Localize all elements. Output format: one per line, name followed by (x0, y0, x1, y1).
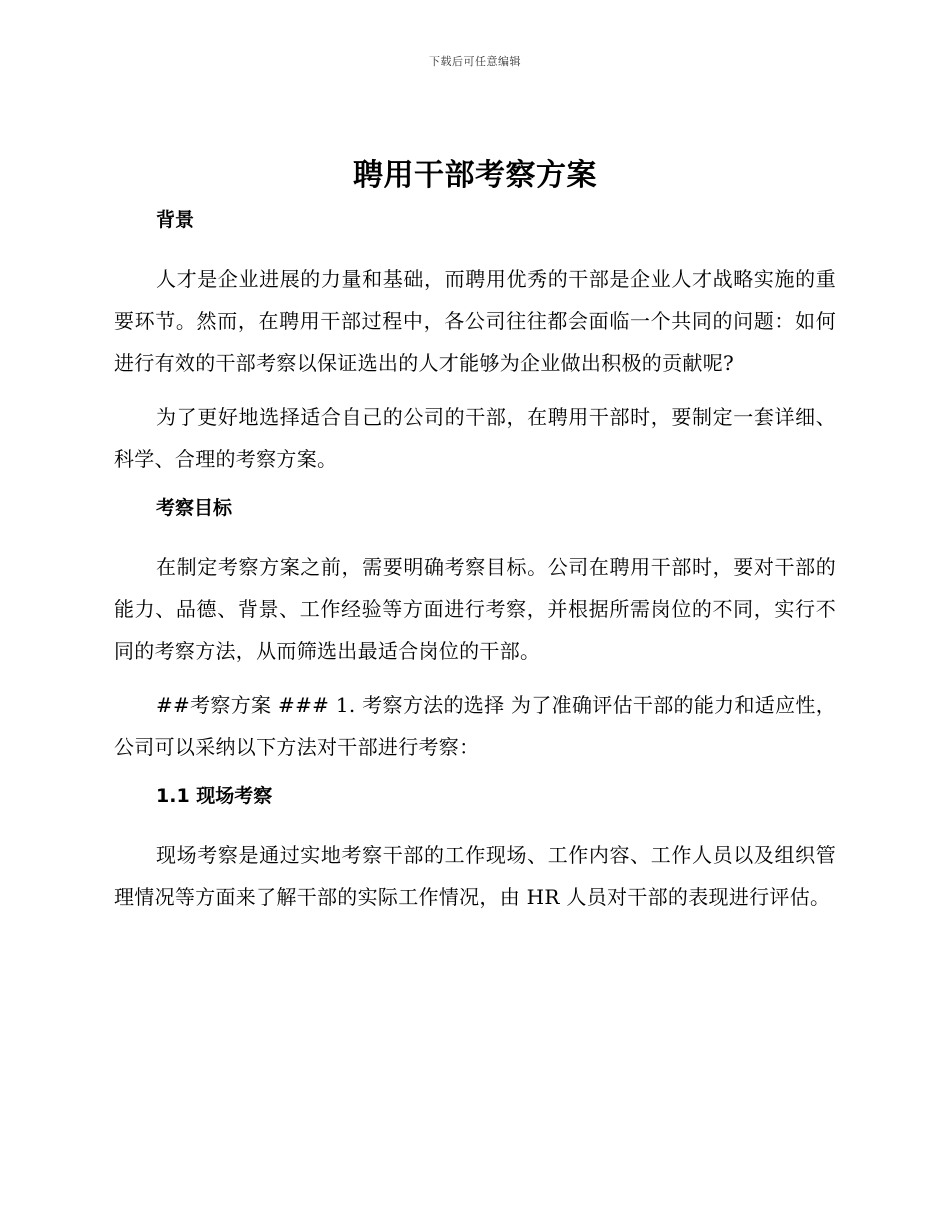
paragraph-goal-1: 在制定考察方案之前，需要明确考察目标。公司在聘用干部时，要对干部的能力、品德、背景、工作经验等方面进行考察，并根据所需岗位的不同，实行不同的考察方法，从而筛选出最适合岗位的干部。 (114, 555, 836, 663)
section-heading-background: 背景 (156, 209, 195, 231)
section-heading-onsite: 1.1 现场考察 (156, 785, 273, 807)
paragraph-onsite-1: 现场考察是通过实地考察干部的工作现场、工作内容、工作人员以及组织管理情况等方面来了解干部的实际工作情况，由 HR 人员对干部的表现进行评估。 (114, 843, 836, 909)
paragraph-plan-1: ##考察方案 ### 1. 考察方法的选择 为了准确评估干部的能力和适应性，公司可以采纳以下方法对干部进行考察： (114, 693, 836, 759)
paragraph-background-1: 人才是企业进展的力量和基础，而聘用优秀的干部是企业人才战略实施的重要环节。然而，在聘用干部过程中，各公司往往都会面临一个共同的问题：如何进行有效的干部考察以保证选出的人才能够为企业做出积极的贡献呢? (114, 267, 836, 375)
document-title: 聘用干部考察方案 (353, 158, 597, 193)
paragraph-background-2: 为了更好地选择适合自己的公司的干部，在聘用干部时，要制定一套详细、科学、合理的考察方案。 (114, 405, 836, 471)
document-body (114, 150, 836, 930)
section-heading-goal: 考察目标 (156, 497, 233, 519)
page-header: 下载后可任意编辑 (429, 55, 521, 68)
